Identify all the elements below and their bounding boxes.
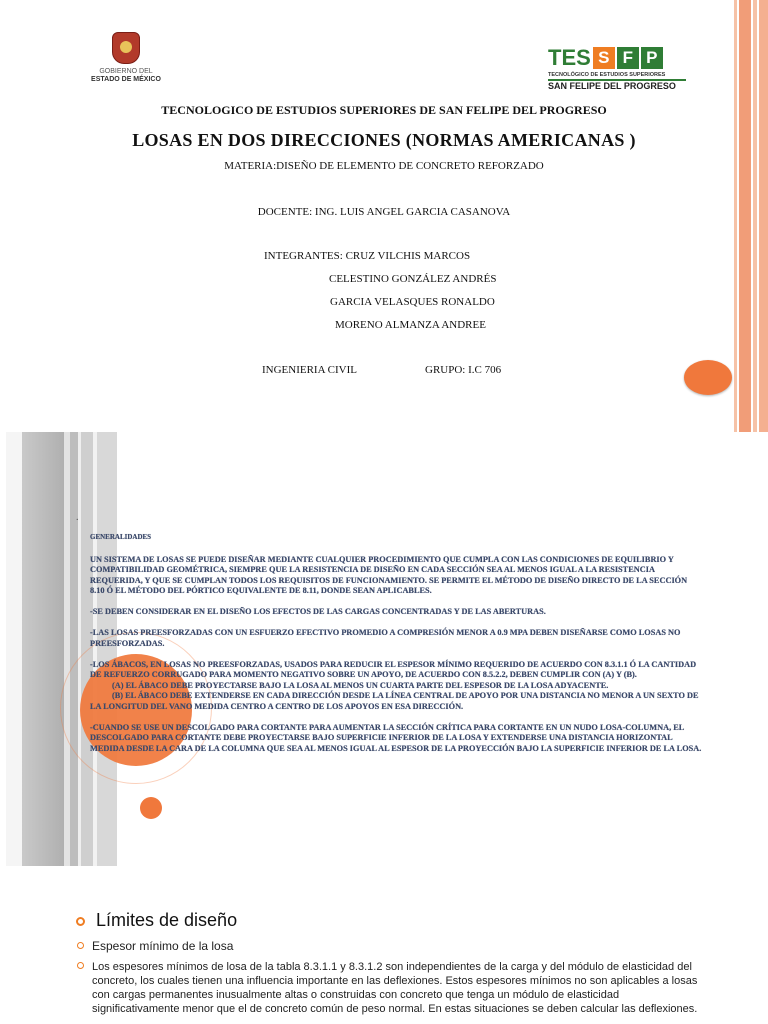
logo-box-p: P [641,47,663,69]
bullet-icon [77,942,84,949]
logo-subtitle-2: SAN FELIPE DEL PROGRESO [548,81,676,91]
slide-title: Límites de diseño [96,910,238,930]
logo-left-line2: ESTADO DE MÉXICO [91,76,161,83]
bullet-paragraph: Los espesores mínimos de losa de la tabla 8.3.1.1 y 8.3.1.2 son independientes de la carga y del módulo de elasticidad del concreto, los cuales tienen una influencia importante en las deflexiones. Estos espesores mínimos no son aplicables a losas con cargas permanentes inusualmente altas o construidas con concreto que tenga un módulo de elasticidad significativamente menor que el de concreto común de peso normal. En estas situaciones se deben calcular las deflexiones. [92,961,698,1015]
teacher-line: DOCENTE: ING. LUIS ANGEL GARCIA CASANOVA [257,206,511,218]
document-title: LOSAS EN DOS DIRECCIONES (NORMAS AMERICANAS ) [132,130,636,150]
decorative-orange-dot [140,797,162,819]
limits-slide [0,866,768,1024]
section-heading: GENERALIDADES [90,533,152,541]
bullet-text: Espesor mínimo de la losa [92,939,234,953]
logo-box-f: F [617,47,639,69]
logo-brand-text: TES [548,45,591,70]
government-logo [80,32,172,94]
career-label: INGENIERIA CIVIL [262,364,358,376]
title-slide [0,0,768,432]
member-name: MORENO ALMANZA ANDREE [335,319,486,331]
member-name: GARCIA VELASQUES RONALDO [330,296,495,308]
group-label: GRUPO: I.C 706 [425,364,502,376]
paragraph: UN SISTEMA DE LOSAS SE PUEDE DISEÑAR MEDIANTE CUALQUIER PROCEDIMIENTO QUE CUMPLA CON LAS CONDICIONES DE EQUILIBRIO Y COMPATIBILIDAD GEOMÉTRICA, SIEMPRE QUE LA RESISTENCIA DE DISEÑO EN CADA SECCIÓN SEA AL MENOS IGUAL A LA RESISTENCIA REQUERIDA, Y QUE SE CUMPLAN TODOS LOS REQUISITOS DE FUNCIONAMIENTO. SE PERMITE EL MÉTODO DE DISEÑO DIRECTO DE LA SECCIÓN 8.10 Ó EL MÉTODO DEL PÓRTICO EQUIVALENTE DE 8.11, DONDE SEAN APLICABLES. [90,554,688,595]
subject-line: MATERIA:DISEÑO DE ELEMENTO DE CONCRETO REFORZADO [224,160,544,172]
stray-dot: . [76,512,79,523]
stripe [70,432,78,866]
coat-of-arms-icon [112,32,140,64]
tessfp-logo [548,46,688,96]
logo-box-s: S [593,47,615,69]
logo-left-line1: GOBIERNO DEL [99,68,153,75]
content-slide [0,432,768,866]
stripe [22,432,64,866]
paragraph: -LAS LOSAS PREESFORZADAS CON UN ESFUERZO EFECTIVO PROMEDIO A COMPRESIÓN MENOR A 0.9 MPA DEBEN DISEÑARSE COMO LOSAS NO PREESFORZADAS. [90,628,681,648]
generalidades-body [90,532,702,765]
members-label: INTEGRANTES: CRUZ VILCHIS MARCOS [264,250,471,262]
bullet-icon [76,917,85,926]
paragraph: -CUANDO SE USE UN DESCOLGADO PARA CORTANTE PARA AUMENTAR LA SECCIÓN CRÍTICA PARA CORTANTE EN UN NUDO LOSA-COLUMNA, EL DESCOLGADO PARA CORTANTE DEBE PROYECTARSE BAJO SUPERFICIE INFERIOR DE LA LOSA Y EXTENDERSE UNA DISTANCIA HORIZONTAL MEDIDA DESDE LA CARA DE LA COLUMNA QUE SEA AL MENOS IGUAL AL ESPESOR DE LA PROYECCIÓN BAJO LA SUPERFICIE INFERIOR DE LA LOSA. [90,722,702,753]
logo-subtitle: TECNOLÓGICO DE ESTUDIOS SUPERIORES [548,72,686,81]
paragraph: -SE DEBEN CONSIDERAR EN EL DISEÑO LOS EFECTOS DE LAS CARGAS CONCENTRADAS Y DE LAS ABERTURAS. [90,607,546,616]
stripe [6,432,22,866]
paragraph: -LOS ÁBACOS, EN LOSAS NO PREESFORZADAS, USADOS PARA REDUCIR EL ESPESOR MÍNIMO REQUERIDO DE ACUERDO CON 8.3.1.1 Ó LA CANTIDAD DE REFUERZO CORRUGADO PARA MOMENTO NEGATIVO SOBRE UN APOYO, DE ACUERDO CON 8.5.2.2, DEBEN CUMPLIR CON (A) Y (B). [90,659,697,679]
decorative-orange-circle [684,360,732,395]
member-name: CELESTINO GONZÁLEZ ANDRÉS [329,273,497,285]
sub-paragraph: (A) EL ÁBACO DEBE PROYECTARSE BAJO LA LOSA AL MENOS UN CUARTA PARTE DEL ESPESOR DE LA LOSA ADYACENTE. [112,680,609,690]
sub-paragraph: (B) EL ÁBACO DEBE EXTENDERSE EN CADA DIRECCIÓN DESDE LA LÍNEA CENTRAL DE APOYO POR UNA DISTANCIA NO MENOR A UN SEXTO DE LA LONGITUD DEL VANO MEDIDA CENTRO A CENTRO DE LOS APOYOS EN ESA DIRECCIÓN. [90,691,699,711]
bullet-icon [77,962,84,969]
institution-name: TECNOLOGICO DE ESTUDIOS SUPERIORES DE SAN FELIPE DEL PROGRESO [161,103,607,117]
